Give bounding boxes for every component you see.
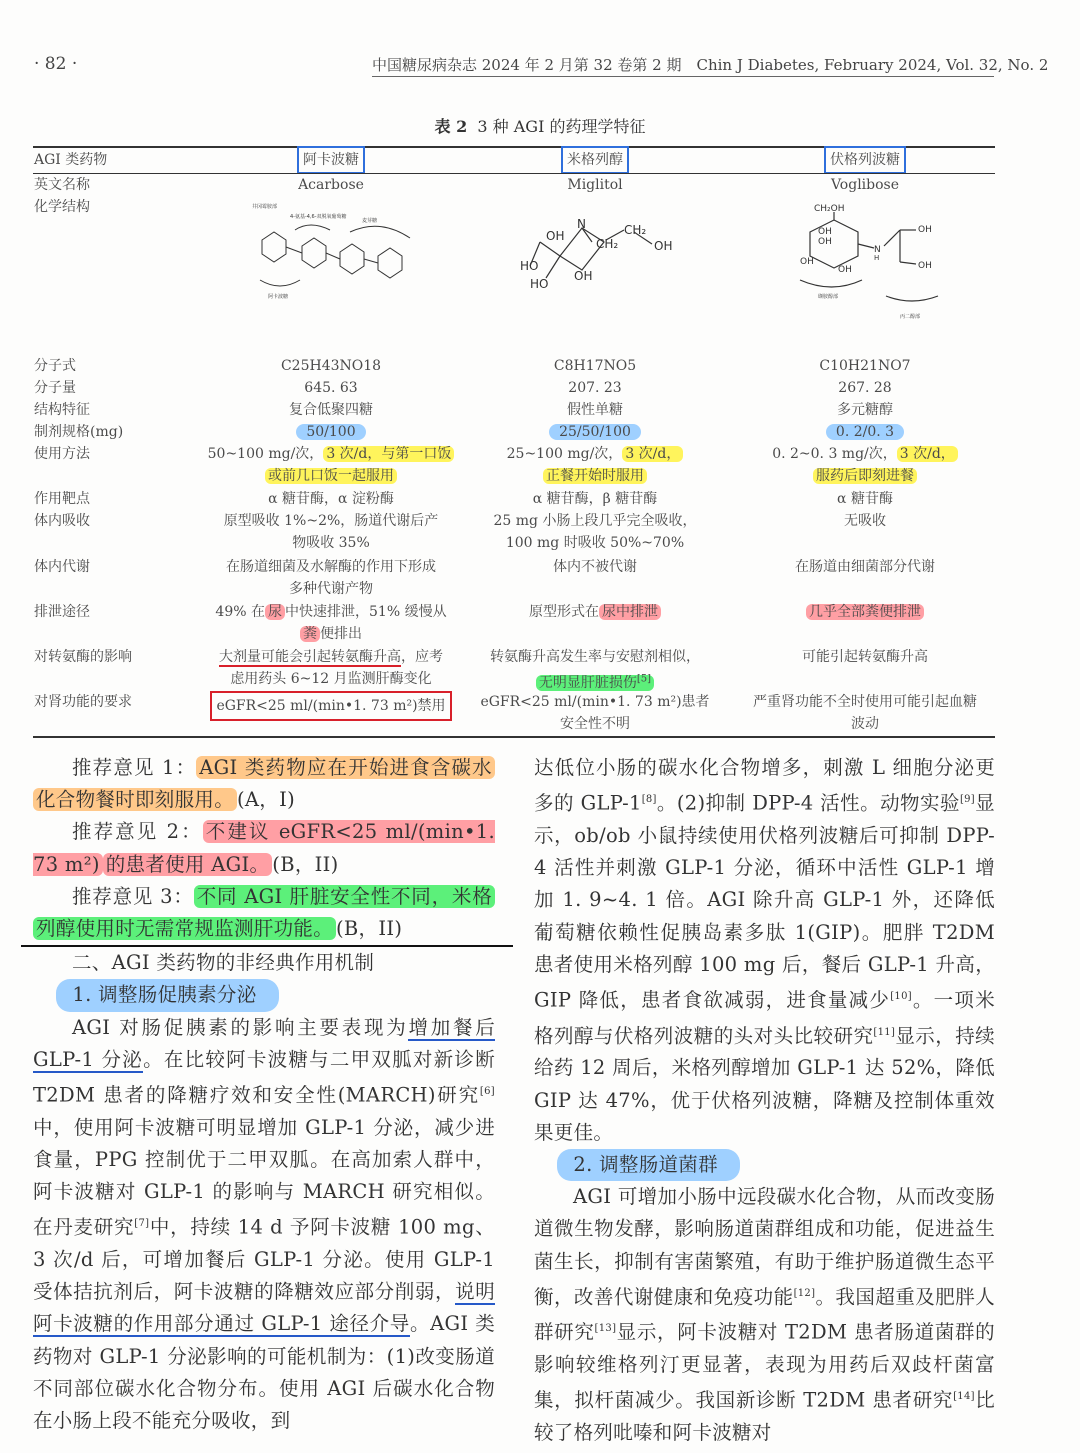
row-label-metab: 体内代谢 bbox=[34, 559, 90, 575]
cell-excrete bbox=[732, 601, 998, 623]
cell-feature: 假性单糖 bbox=[567, 402, 623, 418]
reference: [11] bbox=[873, 1026, 896, 1038]
cell-english: Voglibose bbox=[830, 177, 900, 193]
cell-absorb bbox=[476, 510, 714, 554]
cell-spec bbox=[732, 421, 998, 443]
reference: [6] bbox=[479, 1086, 495, 1098]
alt-text: ，应考 bbox=[401, 649, 443, 665]
caption-number: 表 2 bbox=[434, 117, 468, 136]
reference: [12] bbox=[793, 1287, 816, 1299]
miglitol-n: N bbox=[577, 217, 586, 231]
cell-usage bbox=[732, 443, 998, 487]
cell-alt: 可能引起转氨酶升高 bbox=[802, 649, 928, 665]
excrete-highlight: 尿中排泄 bbox=[599, 604, 661, 620]
cell-renal bbox=[732, 691, 998, 735]
rec-grade: (B，II) bbox=[272, 852, 339, 876]
cell-mw: 267. 28 bbox=[838, 380, 892, 396]
text: 。(2)抑制 DPP-4 活性。动物实验 bbox=[656, 791, 960, 815]
reference: [7] bbox=[134, 1218, 150, 1230]
recommendation-2 bbox=[33, 816, 495, 880]
cell-formula: C10H21NO7 bbox=[819, 358, 911, 374]
metab-text: 多种代谢产物 bbox=[289, 581, 373, 597]
drug-name: 伏格列波糖 bbox=[824, 146, 906, 174]
table-caption bbox=[0, 114, 1080, 137]
absorb-text: 原型吸收 1%~2%，肠道代谢后产 bbox=[223, 513, 439, 529]
absorb-text: 物吸收 35% bbox=[292, 535, 370, 551]
row-label-english: 英文名称 bbox=[34, 177, 90, 193]
cell-formula: C8H17NO5 bbox=[553, 358, 637, 374]
miglitol-oh: OH bbox=[654, 239, 673, 253]
reference: [9] bbox=[959, 794, 976, 806]
metab-text: 在肠道细菌及水解酶的作用下形成 bbox=[226, 559, 436, 575]
usage-text: 50~100 mg/次， bbox=[207, 446, 324, 462]
excrete-text: 中快速排泄，51% 缓慢从 bbox=[285, 604, 447, 620]
table-bottom-rule bbox=[33, 736, 995, 738]
miglitol-ch2: CH₂ bbox=[624, 223, 647, 237]
subsection-1 bbox=[33, 979, 495, 1011]
renal-text: 安全性不明 bbox=[560, 716, 630, 732]
row-label-absorb: 体内吸收 bbox=[34, 513, 90, 529]
text: 显示，ob/ob 小鼠持续使用伏格列波糖后可抑制 DPP-4 活性并刺激 GLP-1 分泌，循环中活性 GLP-1 增加 1. 9~4. 1 倍。AGI 除升高 GLP-1 外，还降低葡萄糖依赖性促胰岛素多肽 1(GIP)。肥胖 T2DM 患者使用米格列醇 100 mg 后，餐后 GLP-1 升高，GIP 降低，患者食欲减弱，进食量减少 bbox=[534, 791, 995, 1012]
voglibose-n: N bbox=[874, 245, 881, 255]
acarbose-label-2: 4-氨基-4,6-双脱氧葡萄糖 bbox=[290, 214, 347, 220]
acarbose-label-4: 阿卡波糖 bbox=[268, 294, 289, 300]
cell-metab bbox=[196, 556, 466, 600]
row-label-excrete: 排泄途径 bbox=[34, 604, 90, 620]
acarbose-label-1: 井冈霉胺部 bbox=[252, 204, 278, 210]
drug-miglitol bbox=[476, 146, 714, 174]
journal-header: 中国糖尿病杂志 2024 年 2 月第 32 卷第 2 期 Chin J Diabetes, February 2024, Vol. 32, No. 2 bbox=[372, 56, 1049, 74]
underlined-text: 增加餐后 bbox=[408, 1015, 495, 1039]
miglitol-oh: OH bbox=[546, 229, 565, 243]
voglibose-oh: OH bbox=[918, 225, 932, 235]
voglibose-oh: OH bbox=[818, 237, 832, 247]
cell-english: Acarbose bbox=[298, 177, 364, 193]
cell-mw: 207. 23 bbox=[568, 380, 622, 396]
rec-label: 推荐意见 3： bbox=[72, 884, 194, 908]
excrete-text: 49% 在 bbox=[215, 604, 265, 620]
voglibose-oh: OH bbox=[800, 257, 814, 267]
row-label-renal: 对肾功能的要求 bbox=[34, 694, 132, 710]
paragraph-2 bbox=[534, 752, 995, 1149]
alt-highlight-text: 无明显肝脏损伤 bbox=[538, 674, 637, 691]
reference: [10] bbox=[890, 990, 912, 1002]
renal-text: eGFR<25 ml/(min•1. 73 m²)患者 bbox=[480, 694, 710, 710]
usage-highlight: 或前几口饭一起服用 bbox=[265, 468, 397, 484]
alt-highlight bbox=[536, 675, 654, 691]
text: 。在比较阿卡波糖与二甲双胍对新诊断 T2DM 患者的降糖疗效和安全性(MARCH)研究 bbox=[33, 1047, 495, 1107]
row-label-alt: 对转氨酶的影响 bbox=[34, 649, 132, 665]
subsection-label: 1. 调整肠促胰素分泌 bbox=[56, 979, 278, 1011]
voglibose-h: H bbox=[874, 254, 880, 262]
absorb-text: 100 mg 时吸收 50%~70% bbox=[505, 535, 685, 551]
text: AGI 对肠促胰素的影响主要表现为 bbox=[72, 1015, 409, 1039]
cell-usage bbox=[196, 443, 466, 487]
paragraph-1 bbox=[33, 1012, 495, 1438]
cell-target: α 糖苷酶 bbox=[837, 491, 893, 507]
miglitol-ho: HO bbox=[530, 277, 549, 291]
cell-absorb bbox=[196, 510, 466, 554]
usage-highlight: 服药后即刻进餐 bbox=[813, 468, 917, 484]
spec-value: 50/100 bbox=[296, 424, 365, 440]
rec-highlight: 列醇使用时无需常规监测肝功能。 bbox=[33, 917, 336, 940]
drug-voglibose bbox=[732, 146, 998, 174]
right-column bbox=[534, 752, 995, 1449]
caption-text: 3 种 AGI 的药理学特征 bbox=[477, 117, 646, 136]
header-rule bbox=[372, 76, 994, 77]
rec-label: 推荐意见 1： bbox=[72, 756, 197, 779]
cell-target: α 糖苷酶，α 淀粉酶 bbox=[268, 491, 394, 507]
voglibose-oh: OH bbox=[838, 265, 852, 275]
row-label-spec: 制剂规格(mg) bbox=[34, 424, 124, 440]
cell-english: Miglitol bbox=[567, 177, 623, 193]
cell-feature: 多元糖醇 bbox=[837, 402, 893, 418]
recommendation-1 bbox=[33, 752, 495, 816]
text: 中，持续 14 d 予阿卡波糖 100 mg、3 次/d 后，可增加餐后 GLP-1 分泌。使用 GLP-1 受体拮抗剂后，阿卡波糖的降糖效应部分削弱， bbox=[33, 1215, 495, 1304]
reference: [8] bbox=[641, 794, 657, 806]
excrete-highlight: 几乎全部粪便排泄 bbox=[806, 604, 924, 620]
row-label-mw: 分子量 bbox=[34, 380, 76, 396]
acarbose-label-3: 麦芽糖 bbox=[362, 218, 378, 224]
cell-excrete bbox=[196, 601, 466, 645]
section-heading: 二、AGI 类药物的非经典作用机制 bbox=[72, 951, 375, 975]
left-column bbox=[33, 752, 495, 1437]
paragraph-3 bbox=[534, 1181, 995, 1449]
excrete-text: 原型形式在 bbox=[529, 604, 599, 620]
alt-text: 虑用药头 6~12 月监测肝酶变化 bbox=[230, 671, 432, 687]
spec-value: 0. 2/0. 3 bbox=[826, 424, 904, 440]
renal-boxed: eGFR<25 ml/(min•1. 73 m²)禁用 bbox=[210, 691, 451, 721]
rec-highlight: 化合物餐时即刻服用。 bbox=[33, 788, 237, 811]
row-label-feature: 结构特征 bbox=[34, 402, 90, 418]
renal-text: 严重肾功能不全时使用可能引起血糖 bbox=[753, 694, 977, 710]
spec-value: 25/50/100 bbox=[549, 424, 641, 440]
drug-name: 米格列醇 bbox=[561, 146, 629, 174]
usage-text: 0. 2~0. 3 mg/次， bbox=[772, 446, 897, 462]
underlined-text: 说明阿卡波糖的作用部分通过 GLP-1 途径介导 bbox=[33, 1280, 495, 1336]
cell-spec bbox=[196, 421, 466, 443]
rec-highlight: 不建议 eGFR<25 ml/(min•1. 73 m²) bbox=[33, 820, 495, 876]
reference: [14] bbox=[953, 1391, 975, 1403]
row-label-usage: 使用方法 bbox=[34, 446, 90, 462]
row-label-target: 作用靶点 bbox=[34, 491, 90, 507]
cell-metab: 在肠道由细菌部分代谢 bbox=[795, 559, 935, 575]
text: 显示，持续给药 12 周后，米格列醇增加 GLP-1 达 52%，降低 GIP 达 47%，优于伏格列波糖，降糖及控制体重效果更佳。 bbox=[534, 1024, 995, 1144]
underlined-text: GLP-1 分泌 bbox=[33, 1047, 144, 1071]
cell-alt bbox=[476, 646, 714, 694]
rec-highlight: 不同 AGI 肝脏安全性不同，米格 bbox=[194, 885, 495, 908]
voglibose-label-1: 缬胺醇部 bbox=[818, 294, 839, 300]
text: 达低位小肠的碳水化合物增多，刺激 L 细胞分泌更多的 GLP-1 bbox=[534, 756, 995, 815]
text: 显示，阿卡波糖对 T2DM 患者肠道菌群的影响较维格列汀更显著，表现为用药后双歧杆菌富集，拟杆菌减少。我国新诊断 T2DM 患者研究 bbox=[534, 1320, 995, 1412]
cell-formula: C25H43NO18 bbox=[280, 358, 382, 374]
usage-highlight: 3 次/d， bbox=[897, 446, 958, 462]
rec-label: 推荐意见 2： bbox=[72, 820, 203, 844]
absorb-text: 25 mg 小肠上段几乎完全吸收， bbox=[493, 513, 697, 529]
miglitol-ch2: CH₂ bbox=[596, 237, 619, 251]
text: 。AGI 类药物对 GLP-1 分泌影响的可能机制为：(1)改变肠道不同部位碳水化合物分布。使用 AGI 后碳水化合物在小肠上段不能充分吸收，到 bbox=[33, 1312, 495, 1433]
cell-usage bbox=[476, 443, 714, 487]
drug-acarbose bbox=[196, 146, 466, 174]
renal-text: 波动 bbox=[851, 716, 879, 732]
cell-alt bbox=[196, 646, 466, 690]
reference: [13] bbox=[594, 1323, 617, 1335]
voglibose-structure-image bbox=[792, 200, 952, 324]
subsection-2 bbox=[534, 1149, 995, 1181]
excrete-highlight: 粪 bbox=[300, 626, 320, 642]
alt-underlined: 大剂量可能会引起转氨酶升高 bbox=[219, 649, 401, 665]
miglitol-structure-image bbox=[516, 212, 676, 296]
cell-absorb: 无吸收 bbox=[844, 513, 886, 529]
excrete-highlight: 尿 bbox=[265, 604, 285, 620]
voglibose-oh: OH bbox=[918, 261, 932, 271]
head-label: AGI 类药物 bbox=[34, 152, 108, 168]
usage-text: 25~100 mg/次， bbox=[506, 446, 623, 462]
text: 。一项米格列醇与伏格列波糖的头对头比较研究 bbox=[534, 988, 995, 1048]
text: 比较了格列吡嗪和阿卡波糖对 bbox=[534, 1388, 995, 1445]
rec-highlight: 的患者使用 AGI。 bbox=[103, 853, 273, 876]
voglibose-oh: OH bbox=[818, 227, 832, 237]
cell-excrete bbox=[476, 601, 714, 623]
row-label-structure: 化学结构 bbox=[34, 199, 90, 215]
cell-mw: 645. 63 bbox=[304, 380, 358, 396]
subsection-label: 2. 调整肠道菌群 bbox=[557, 1149, 740, 1181]
drug-name: 阿卡波糖 bbox=[297, 146, 365, 174]
excrete-text: 便排出 bbox=[320, 626, 362, 642]
row-label-formula: 分子式 bbox=[34, 358, 76, 374]
cell-target: α 糖苷酶，β 糖苷酶 bbox=[532, 491, 658, 507]
cell-renal bbox=[476, 691, 714, 735]
page-number: · 82 · bbox=[34, 54, 78, 74]
usage-highlight: 3 次/d，与第一口饭 bbox=[323, 446, 454, 462]
usage-highlight: 正餐开始时服用 bbox=[543, 468, 647, 484]
text: AGI 可增加小肠中远段碳水化合物，从而改变肠道微生物发酵，影响肠道菌群组成和功能，促进益生菌生长，抑制有害菌繁殖，有助于维护肠道微生态平衡，改善代谢健康和免疫功能 bbox=[534, 1185, 995, 1309]
text: 中，使用阿卡波糖可明显增加 GLP-1 分泌，减少进食量，PPG 控制优于二甲双胍。在高加索人群中，阿卡波糖对 GLP-1 的影响与 MARCH 研究相似。在丹麦研究 bbox=[33, 1115, 495, 1239]
text: 。我国超重及肥胖人群研究 bbox=[534, 1285, 995, 1344]
cell-spec bbox=[476, 421, 714, 443]
cell-renal bbox=[196, 691, 466, 721]
cell-feature: 复合低聚四糖 bbox=[289, 402, 373, 418]
acarbose-structure-image bbox=[240, 200, 430, 310]
rec-grade: (B，II) bbox=[336, 917, 403, 941]
rec-highlight: AGI 类药物应在开始进食含碳水 bbox=[196, 756, 495, 779]
rec-grade: (A，I) bbox=[237, 788, 296, 812]
reference: [5] bbox=[636, 673, 652, 684]
cell-metab: 体内不被代谢 bbox=[553, 559, 637, 575]
recommendation-3 bbox=[33, 881, 495, 945]
miglitol-ho: HO bbox=[520, 259, 539, 273]
alt-text: 转氨酶升高发生率与安慰剂相似， bbox=[490, 649, 700, 665]
voglibose-label-2: 丙二醇部 bbox=[900, 314, 921, 320]
miglitol-oh: OH bbox=[574, 269, 593, 283]
voglibose-ch2oh: CH₂OH bbox=[814, 204, 845, 214]
usage-highlight: 3 次/d， bbox=[622, 446, 683, 462]
